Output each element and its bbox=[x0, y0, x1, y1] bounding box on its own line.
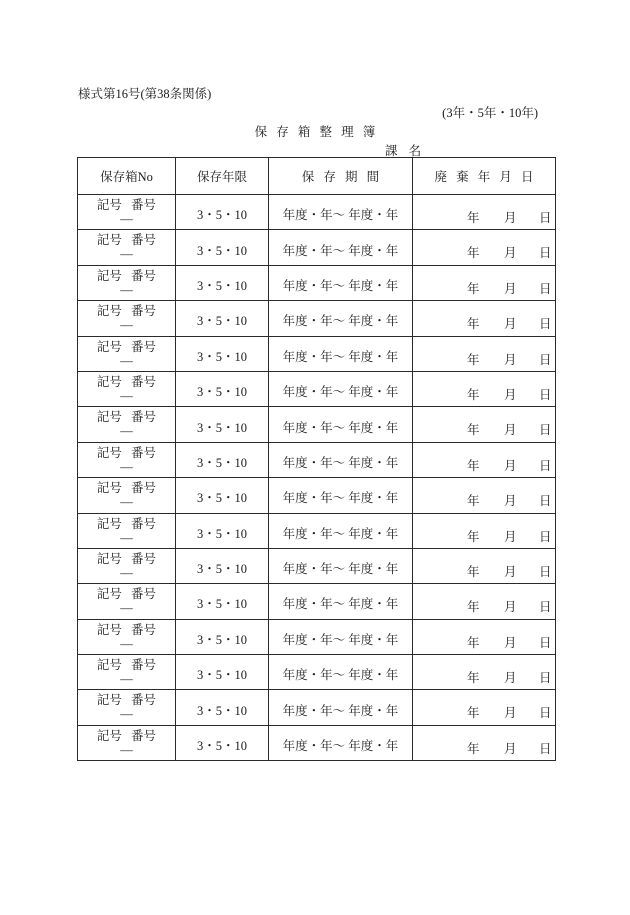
storage-period-cell: 年度・年～ 年度・年 bbox=[269, 725, 413, 760]
disposal-day-label: 日 bbox=[539, 706, 552, 721]
box-number-cell bbox=[78, 725, 176, 760]
table-row bbox=[78, 725, 556, 760]
retention-cell: 3・5・10 bbox=[176, 619, 269, 654]
disposal-month-label: 月 bbox=[504, 494, 517, 509]
storage-period-cell: 年度・年～ 年度・年 bbox=[269, 265, 413, 300]
box-number-cell bbox=[78, 513, 176, 548]
disposal-year-label: 年 bbox=[467, 671, 480, 686]
disposal-day-label: 日 bbox=[539, 635, 552, 650]
retention-cell: 3・5・10 bbox=[176, 230, 269, 265]
box-dash: — bbox=[120, 282, 133, 297]
table-body bbox=[78, 195, 556, 761]
storage-period-cell: 年度・年～ 年度・年 bbox=[269, 301, 413, 336]
disposal-year-label: 年 bbox=[467, 494, 480, 509]
header-retention: 保存年限 bbox=[176, 158, 269, 195]
box-dash: — bbox=[120, 742, 133, 757]
table-row bbox=[78, 442, 556, 477]
disposal-year-label: 年 bbox=[467, 600, 480, 615]
box-number-cell bbox=[78, 301, 176, 336]
header-storage-period: 保 存 期 間 bbox=[269, 158, 413, 195]
disposal-date-cell bbox=[413, 336, 556, 371]
disposal-day-label: 日 bbox=[539, 741, 552, 756]
storage-period-cell: 年度・年～ 年度・年 bbox=[269, 655, 413, 690]
table-row bbox=[78, 548, 556, 583]
disposal-day-label: 日 bbox=[539, 387, 552, 402]
disposal-day-label: 日 bbox=[539, 423, 552, 438]
box-label: 記号 番号 bbox=[96, 445, 157, 460]
retention-cell: 3・5・10 bbox=[176, 548, 269, 583]
box-label: 記号 番号 bbox=[96, 268, 157, 283]
box-label: 記号 番号 bbox=[96, 304, 157, 319]
box-label: 記号 番号 bbox=[96, 339, 157, 354]
box-label: 記号 番号 bbox=[96, 481, 157, 496]
disposal-month-label: 月 bbox=[504, 246, 517, 261]
box-number-cell bbox=[78, 371, 176, 406]
disposal-day-label: 日 bbox=[539, 600, 552, 615]
disposal-date-cell bbox=[413, 442, 556, 477]
table-row bbox=[78, 230, 556, 265]
disposal-year-label: 年 bbox=[467, 635, 480, 650]
section-label: 課 名 bbox=[385, 144, 422, 158]
box-number-cell bbox=[78, 584, 176, 619]
box-label: 記号 番号 bbox=[96, 233, 157, 248]
disposal-year-label: 年 bbox=[467, 281, 480, 296]
retention-cell: 3・5・10 bbox=[176, 265, 269, 300]
storage-period-cell: 年度・年～ 年度・年 bbox=[269, 442, 413, 477]
storage-box-ledger-table bbox=[77, 157, 556, 761]
disposal-date-cell bbox=[413, 407, 556, 442]
disposal-month-label: 月 bbox=[504, 458, 517, 473]
disposal-day-label: 日 bbox=[539, 564, 552, 579]
retention-cell: 3・5・10 bbox=[176, 407, 269, 442]
storage-period-cell: 年度・年～ 年度・年 bbox=[269, 619, 413, 654]
storage-period-cell: 年度・年～ 年度・年 bbox=[269, 584, 413, 619]
box-dash: — bbox=[120, 636, 133, 651]
disposal-date-cell bbox=[413, 725, 556, 760]
disposal-date-cell bbox=[413, 690, 556, 725]
box-dash: — bbox=[120, 212, 133, 226]
table-header bbox=[78, 158, 556, 195]
box-number-cell bbox=[78, 478, 176, 513]
retention-cell: 3・5・10 bbox=[176, 690, 269, 725]
box-number-cell bbox=[78, 407, 176, 442]
disposal-year-label: 年 bbox=[467, 564, 480, 579]
disposal-day-label: 日 bbox=[539, 671, 552, 686]
retention-cell: 3・5・10 bbox=[176, 478, 269, 513]
disposal-date-cell bbox=[413, 548, 556, 583]
box-dash: — bbox=[120, 353, 133, 368]
box-dash: — bbox=[120, 565, 133, 580]
disposal-month-label: 月 bbox=[504, 529, 517, 544]
disposal-year-label: 年 bbox=[467, 706, 480, 721]
table-row bbox=[78, 301, 556, 336]
box-dash: — bbox=[120, 707, 133, 722]
retention-cell: 3・5・10 bbox=[176, 584, 269, 619]
table-row bbox=[78, 619, 556, 654]
disposal-month-label: 月 bbox=[504, 635, 517, 650]
disposal-year-label: 年 bbox=[467, 423, 480, 438]
box-label: 記号 番号 bbox=[96, 587, 157, 602]
retention-cell: 3・5・10 bbox=[176, 336, 269, 371]
table-row bbox=[78, 584, 556, 619]
disposal-date-cell bbox=[413, 230, 556, 265]
box-number-cell bbox=[78, 195, 176, 230]
table-row bbox=[78, 690, 556, 725]
disposal-date-cell bbox=[413, 478, 556, 513]
disposal-year-label: 年 bbox=[467, 458, 480, 473]
box-number-cell bbox=[78, 442, 176, 477]
box-dash: — bbox=[120, 601, 133, 616]
disposal-year-label: 年 bbox=[467, 352, 480, 367]
box-dash: — bbox=[120, 388, 133, 403]
disposal-year-label: 年 bbox=[467, 246, 480, 261]
box-label: 記号 番号 bbox=[96, 658, 157, 673]
disposal-day-label: 日 bbox=[539, 246, 552, 261]
retention-options: (3年・5年・10年) bbox=[442, 106, 538, 120]
box-number-cell bbox=[78, 230, 176, 265]
disposal-date-cell bbox=[413, 265, 556, 300]
disposal-day-label: 日 bbox=[539, 494, 552, 509]
disposal-date-cell bbox=[413, 655, 556, 690]
box-dash: — bbox=[120, 318, 133, 333]
retention-cell: 3・5・10 bbox=[176, 725, 269, 760]
box-number-cell bbox=[78, 265, 176, 300]
box-dash: — bbox=[120, 247, 133, 262]
table-row bbox=[78, 655, 556, 690]
table-row bbox=[78, 265, 556, 300]
box-number-cell bbox=[78, 655, 176, 690]
retention-cell: 3・5・10 bbox=[176, 442, 269, 477]
disposal-year-label: 年 bbox=[467, 211, 480, 225]
box-dash: — bbox=[120, 672, 133, 687]
retention-cell: 3・5・10 bbox=[176, 655, 269, 690]
disposal-date-cell bbox=[413, 301, 556, 336]
table-row bbox=[78, 371, 556, 406]
storage-period-cell: 年度・年～ 年度・年 bbox=[269, 195, 413, 230]
storage-period-cell: 年度・年～ 年度・年 bbox=[269, 230, 413, 265]
disposal-month-label: 月 bbox=[504, 671, 517, 686]
box-number-cell bbox=[78, 690, 176, 725]
storage-period-cell: 年度・年～ 年度・年 bbox=[269, 513, 413, 548]
disposal-year-label: 年 bbox=[467, 741, 480, 756]
retention-cell: 3・5・10 bbox=[176, 513, 269, 548]
header-disposal-date: 廃 棄 年 月 日 bbox=[413, 158, 556, 195]
box-label: 記号 番号 bbox=[96, 198, 157, 212]
disposal-month-label: 月 bbox=[504, 564, 517, 579]
box-label: 記号 番号 bbox=[96, 516, 157, 531]
disposal-month-label: 月 bbox=[504, 706, 517, 721]
box-number-cell bbox=[78, 548, 176, 583]
box-label: 記号 番号 bbox=[96, 728, 157, 743]
storage-period-cell: 年度・年～ 年度・年 bbox=[269, 548, 413, 583]
table-row bbox=[78, 407, 556, 442]
disposal-day-label: 日 bbox=[539, 281, 552, 296]
box-label: 記号 番号 bbox=[96, 693, 157, 708]
table-row bbox=[78, 336, 556, 371]
box-label: 記号 番号 bbox=[96, 374, 157, 389]
storage-period-cell: 年度・年～ 年度・年 bbox=[269, 690, 413, 725]
disposal-month-label: 月 bbox=[504, 423, 517, 438]
disposal-month-label: 月 bbox=[504, 387, 517, 402]
box-dash: — bbox=[120, 530, 133, 545]
disposal-month-label: 月 bbox=[504, 281, 517, 296]
disposal-date-cell bbox=[413, 195, 556, 230]
box-label: 記号 番号 bbox=[96, 622, 157, 637]
disposal-month-label: 月 bbox=[504, 317, 517, 332]
box-dash: — bbox=[120, 459, 133, 474]
disposal-month-label: 月 bbox=[504, 352, 517, 367]
disposal-date-cell bbox=[413, 619, 556, 654]
disposal-year-label: 年 bbox=[467, 387, 480, 402]
disposal-month-label: 月 bbox=[504, 741, 517, 756]
disposal-day-label: 日 bbox=[539, 211, 552, 225]
disposal-day-label: 日 bbox=[539, 317, 552, 332]
storage-period-cell: 年度・年～ 年度・年 bbox=[269, 371, 413, 406]
box-number-cell bbox=[78, 619, 176, 654]
form-number: 様式第16号(第38条関係) bbox=[78, 87, 212, 101]
box-label: 記号 番号 bbox=[96, 551, 157, 566]
storage-period-cell: 年度・年～ 年度・年 bbox=[269, 478, 413, 513]
disposal-date-cell bbox=[413, 513, 556, 548]
table-row bbox=[78, 513, 556, 548]
disposal-year-label: 年 bbox=[467, 317, 480, 332]
header-row bbox=[78, 158, 556, 195]
disposal-day-label: 日 bbox=[539, 529, 552, 544]
box-label: 記号 番号 bbox=[96, 410, 157, 425]
table-row bbox=[78, 478, 556, 513]
retention-cell: 3・5・10 bbox=[176, 301, 269, 336]
page-title: 保 存 箱 整 理 簿 bbox=[254, 125, 376, 139]
disposal-month-label: 月 bbox=[504, 211, 517, 225]
retention-cell: 3・5・10 bbox=[176, 195, 269, 230]
disposal-day-label: 日 bbox=[539, 352, 552, 367]
storage-period-cell: 年度・年～ 年度・年 bbox=[269, 407, 413, 442]
storage-period-cell: 年度・年～ 年度・年 bbox=[269, 336, 413, 371]
retention-cell: 3・5・10 bbox=[176, 371, 269, 406]
disposal-year-label: 年 bbox=[467, 529, 480, 544]
disposal-month-label: 月 bbox=[504, 600, 517, 615]
disposal-day-label: 日 bbox=[539, 458, 552, 473]
box-dash: — bbox=[120, 495, 133, 510]
box-dash: — bbox=[120, 424, 133, 439]
disposal-date-cell bbox=[413, 371, 556, 406]
box-number-cell bbox=[78, 336, 176, 371]
header-box-no: 保存箱No bbox=[78, 158, 176, 195]
table-row bbox=[78, 195, 556, 230]
disposal-date-cell bbox=[413, 584, 556, 619]
